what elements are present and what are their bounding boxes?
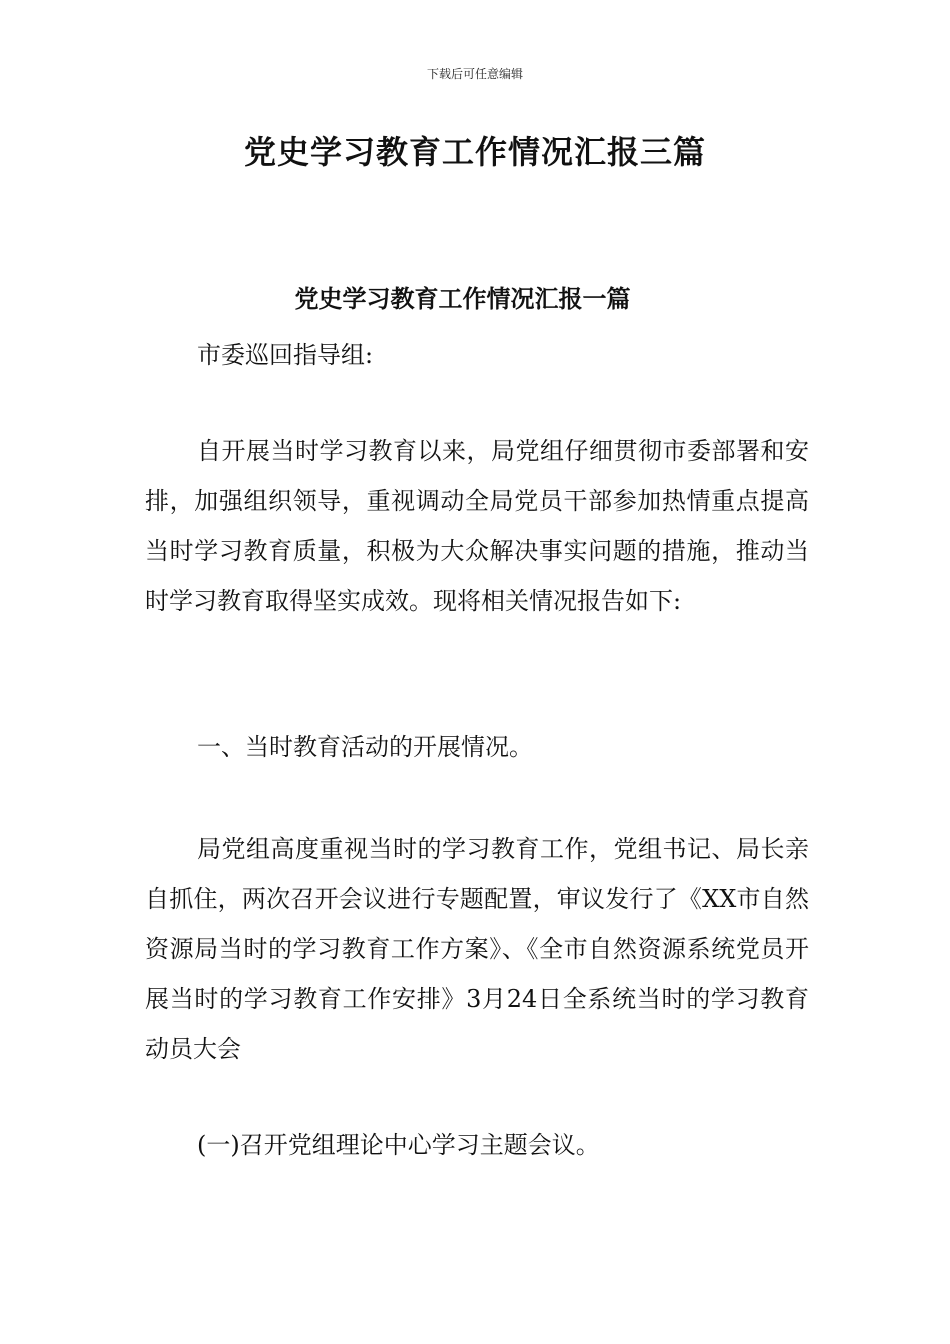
header-note: 下载后可任意编辑 <box>426 67 523 81</box>
paragraph-body: 局党组高度重视当时的学习教育工作，党组书记、局长亲自抓住，两次召开会议进行专题配置，审议发行了《XX市自然资源局当时的学习教育工作方案》、《全市自然资源系统党员开展当时的学习教育工作安排》3月24日全系统当时的学习教育动员大会 <box>145 835 809 1063</box>
document-title: 党史学习教育工作情况汇报三篇 <box>243 133 706 171</box>
subsection-heading: (一)召开党组理论中心学习主题会议。 <box>197 1131 600 1159</box>
paragraph-intro: 自开展当时学习教育以来，局党组仔细贯彻市委部署和安排，加强组织领导，重视调动全局党员干部参加热情重点提高当时学习教育质量，积极为大众解决事实问题的措施，推动当时学习教育取得坚实成效。现将相关情况报告如下: <box>145 437 809 615</box>
document-subtitle: 党史学习教育工作情况汇报一篇 <box>294 284 631 313</box>
section-heading: 一、当时教育活动的开展情况。 <box>197 733 533 761</box>
salutation: 市委巡回指导组: <box>197 341 374 369</box>
